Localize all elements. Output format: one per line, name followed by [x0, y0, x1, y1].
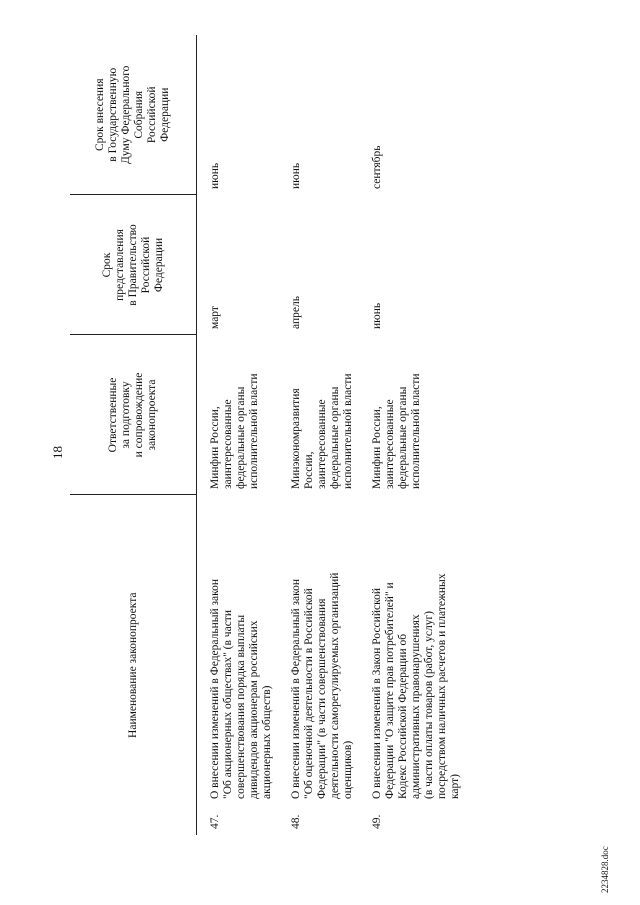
row-government-deadline: март: [209, 306, 221, 329]
page-number: 18: [50, 446, 65, 459]
row-government-deadline: апрель: [290, 296, 302, 329]
table-row: [359, 35, 466, 835]
header-responsible: Ответственные за подготовку и сопровождение законопроекта: [70, 335, 197, 495]
row-responsible: Минэкономразвития России, заинтересованные федеральные органы исполнительной власти: [290, 373, 354, 489]
file-code: 2234828.doc: [600, 846, 610, 893]
row-number: 48.: [290, 814, 302, 829]
row-duma-deadline: июнь: [290, 162, 302, 189]
row-bill-name: О внесении изменений в Федеральный закон "Об оценочной деятельности в Российской Федерации" (в части совершенствования деятельности саморегулируемых организаций оценщиков): [290, 572, 354, 799]
table-row: [197, 35, 279, 835]
row-responsible: Минфин России, заинтересованные федеральные органы исполнительной власти: [209, 373, 260, 489]
row-bill-name: О внесении изменений в Федеральный закон "Об акционерных обществах" (в части совершенствования порядка выплаты дивидендов акционерам российских акционерных обществ): [209, 578, 273, 799]
row-number: 47.: [209, 814, 221, 829]
row-bill-name: О внесении изменений в Закон Российской Федерации "О защите прав потребителей" и Кодекс Российской Федерации об административных правонарушениях (в части оплаты товаров (работ, услуг) посредством наличных расчетов и платежных карт): [371, 573, 461, 799]
row-number: 49.: [371, 814, 383, 829]
header-name: Наименование законопроекта: [70, 495, 197, 835]
row-responsible: Минфин России, заинтересованные федеральные органы исполнительной власти: [371, 373, 422, 489]
table-header-row: [70, 35, 197, 835]
header-government-deadline: Срок представления в Правительство Российской Федерации: [70, 195, 197, 335]
row-duma-deadline: июнь: [209, 162, 221, 189]
table-row: [278, 35, 359, 835]
row-duma-deadline: сентябрь: [371, 145, 383, 189]
header-duma-deadline: Срок внесения в Государственную Думу Федерального Собрания Российской Федерации: [70, 35, 197, 195]
bills-table: [70, 35, 466, 835]
row-government-deadline: июнь: [371, 302, 383, 329]
